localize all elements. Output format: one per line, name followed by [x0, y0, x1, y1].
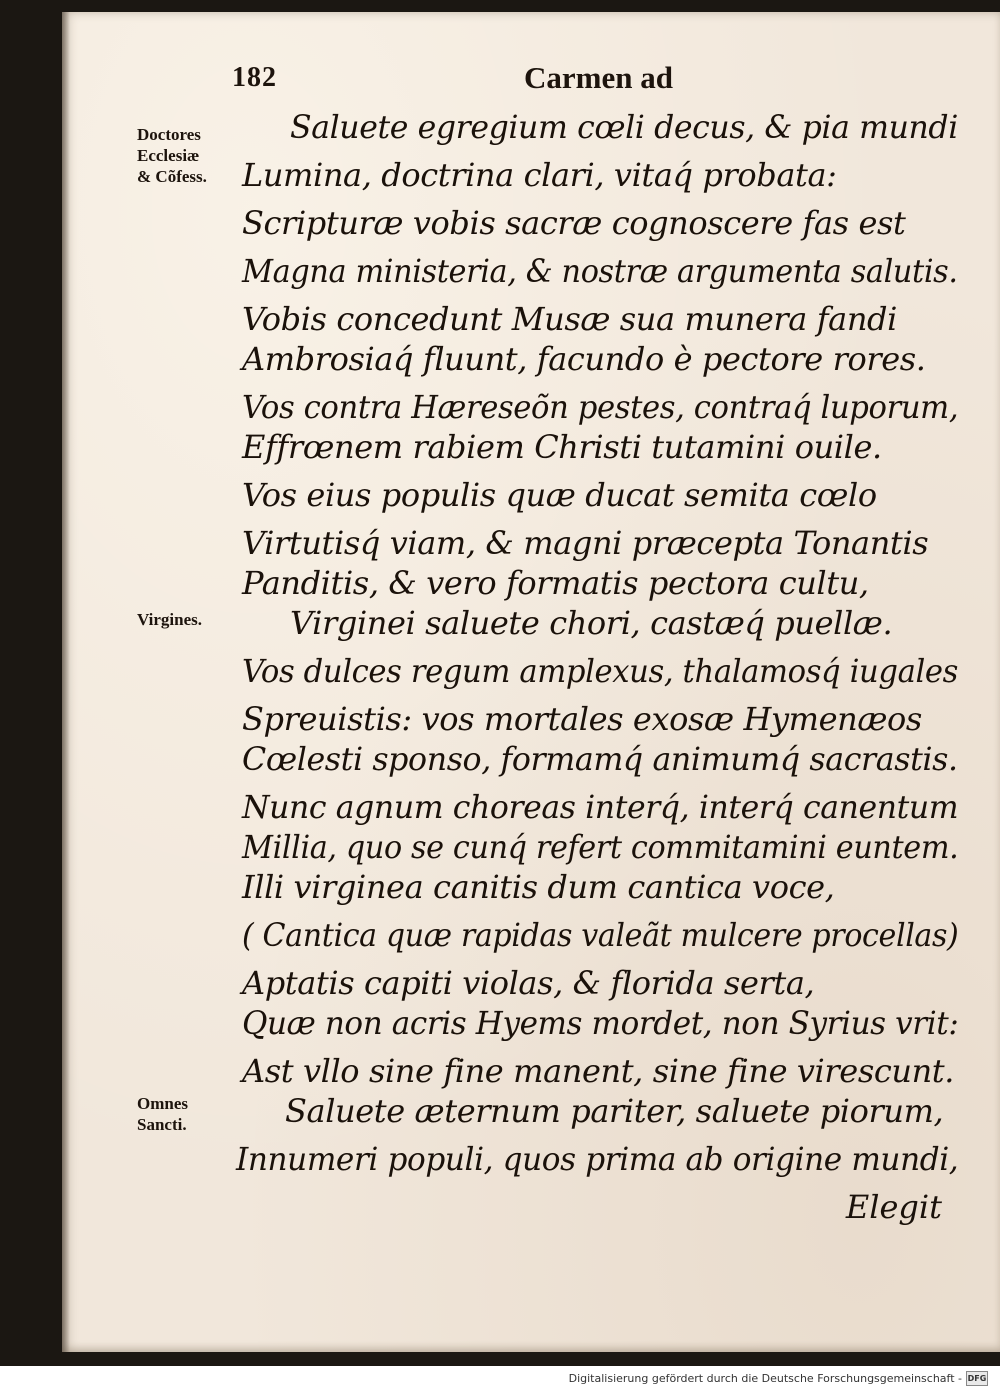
funding-credit: Digitalisierung gefördert durch die Deutsche Forschungsgemeinschaft - [568, 1372, 962, 1385]
verse-line: Ast vllo sine fine manent, sine fine virescunt. [242, 1052, 955, 1090]
marginal-note-virgines [137, 609, 202, 630]
verse-line: Saluete æternum pariter, saluete piorum, [285, 1092, 944, 1130]
catchword: Elegit [845, 1188, 942, 1226]
marginal-note-omnes-sancti [137, 1093, 188, 1135]
verse-line: Panditis, & vero formatis pectora cultu, [242, 564, 869, 602]
verse-line: Aptatis capiti violas, & florida serta, [242, 964, 815, 1002]
verse-line: Effrœnem rabiem Christi tutamini ouile. [242, 428, 882, 466]
verse-line: ( Cantica quæ rapidas valeãt mulcere procellas) [242, 916, 959, 954]
marginal-note-line: Ecclesiæ [137, 146, 200, 165]
dfg-logo-icon: DFG [966, 1371, 988, 1386]
marginal-note-line: Sancti. [137, 1115, 187, 1134]
verse-line: Millia, quo se cunq́ refert commitamini euntem. [242, 828, 959, 866]
verse-line: Virtutisq́ viam, & magni præcepta Tonantis [242, 524, 929, 562]
page-number: 182 [232, 62, 277, 93]
verse-line: Magna ministeria, & nostræ argumenta salutis. [242, 252, 958, 290]
verse-line: Spreuistis: vos mortales exosæ Hymenæos [242, 700, 922, 738]
verse-line: Nunc agnum choreas interq́, interq́ canentum [242, 788, 959, 826]
verse-line: Lumina, doctrina clari, vitaq́ probata: [242, 156, 837, 194]
marginal-note-line: Virgines. [137, 610, 203, 629]
page-gutter-shadow [62, 12, 70, 1352]
marginal-note-line: Omnes [137, 1094, 188, 1113]
verse-line: Vos contra Hæreseõn pestes, contraq́ luporum, [242, 388, 959, 426]
marginal-note-line: Doctores [137, 125, 201, 144]
verse-line: Illi virginea canitis dum cantica voce, [242, 868, 835, 906]
verse-line: Vos eius populis quæ ducat semita cœlo [242, 476, 877, 514]
running-title: Carmen ad [524, 60, 673, 95]
marginal-note-line: & Cõfess. [137, 167, 207, 186]
verse-line: Vos dulces regum amplexus, thalamosq́ iugales [242, 652, 958, 690]
verse-line: Saluete egregium cœli decus, & pia mundi [290, 108, 958, 146]
verse-line: Quæ non acris Hyems mordet, non Syrius vrit: [242, 1004, 959, 1042]
verse-line: Vobis concedunt Musæ sua munera fandi [242, 300, 897, 338]
verse-line: Innumeri populi, quos prima ab origine mundi, [236, 1140, 959, 1178]
verse-line: Ambrosiaq́ fluunt, facundo è pectore rores. [242, 340, 926, 378]
verse-line: Virginei saluete chori, castæq́ puellæ. [290, 604, 893, 642]
verse-line: Cœlesti sponso, formamq́ animumq́ sacrastis. [242, 740, 958, 778]
verse-line: Scripturæ vobis sacræ cognoscere fas est [242, 204, 906, 242]
marginal-note-doctores [137, 124, 207, 187]
